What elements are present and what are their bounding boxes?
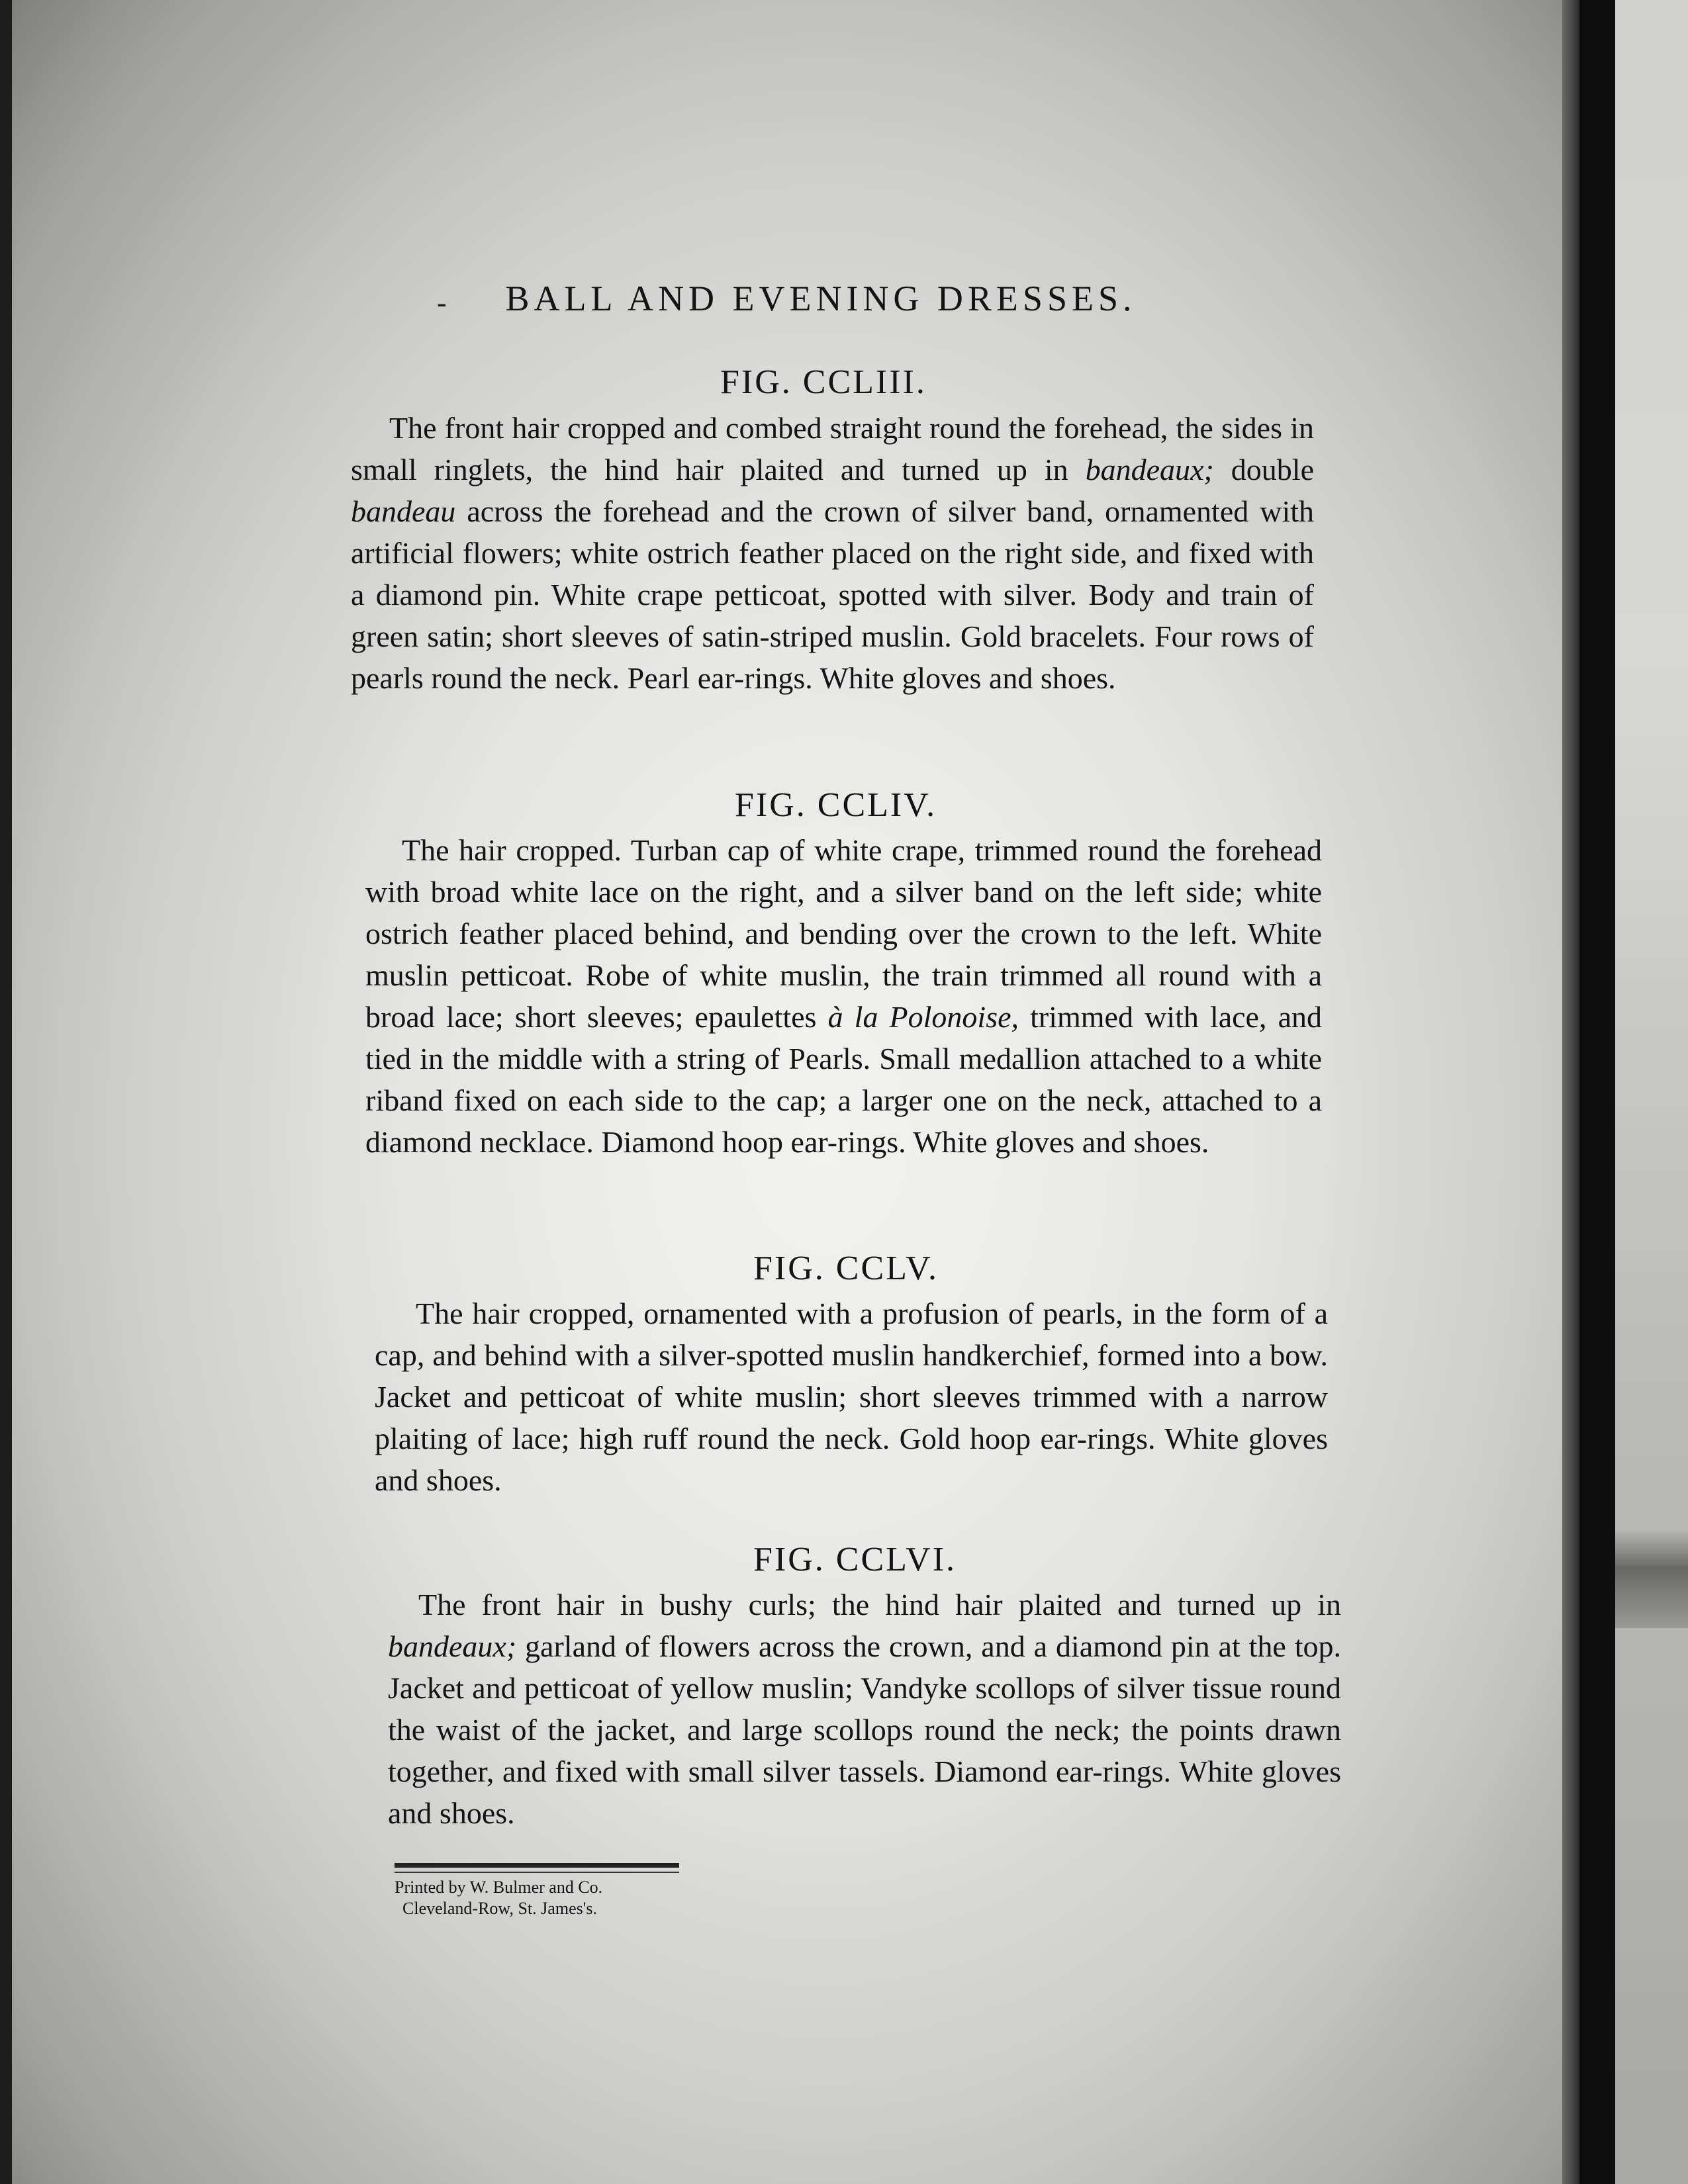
fig-paragraph-cclvi (388, 1584, 1341, 1834)
italic-term: bandeaux; (1085, 453, 1214, 486)
fig-paragraph-ccliv (365, 829, 1322, 1163)
imprint-rule-thick (395, 1863, 679, 1868)
printer-line-1: Printed by W. Bulmer and Co. (395, 1878, 603, 1897)
paragraph-text: trimmed with lace, and tied in the middle with a string of Pearls. Small medallion attached to a white riband fixed on each side to the cap; a larger one on the neck, attached to a diamond necklace. Diamond hoop ear-rings. White gloves and shoes. (365, 1000, 1322, 1159)
fig-heading-ccliv: FIG. CCLIV. (735, 786, 937, 824)
printer-line-2: Cleveland-Row, St. James's. (402, 1899, 598, 1918)
fig-paragraph-ccliii (351, 407, 1314, 699)
fig-heading-cclvi: FIG. CCLVI. (753, 1541, 957, 1578)
page-edge-shadow (1562, 0, 1579, 2184)
paragraph-text: The hair cropped, ornamented with a profusion of pearls, in the form of a cap, and behind with a silver-spotted muslin handkerchief, formed into a bow. Jacket and petticoat of white muslin; short sleeves trimmed with a narrow plaiting of lace; high ruff round the neck. Gold hoop ear-rings. White gloves and shoes. (375, 1297, 1328, 1497)
printer-imprint (395, 1877, 602, 1919)
paragraph-text: across the forehead and the crown of silver band, ornamented with artificial flowers; white ostrich feather placed on the right side, and fixed with a diamond pin. White crape petticoat, spotted with silver. Body and train of green satin; short sleeves of satin-striped muslin. Gold bracelets. Four rows of pearls round the neck. Pearl ear-rings. White gloves and shoes. (351, 494, 1314, 695)
title-dash: - (437, 287, 447, 319)
paragraph-text: garland of flowers across the crown, and a diamond pin at the top. Jacket and petticoat of yellow muslin; Vandyke scollops of silver tissue round the waist of the jacket, and large scollops round the neck; the points drawn together, and fixed with small silver tassels. Diamond ear-rings. White gloves and shoes. (388, 1629, 1341, 1830)
page-title: BALL AND EVENING DRESSES. (505, 279, 1137, 318)
paragraph-text: The front hair in bushy curls; the hind hair plaited and turned up in (418, 1588, 1341, 1621)
paragraph-text: The front hair cropped and combed straight round the forehead, the sides in small ringlets, the hind hair plaited and turned up in (351, 411, 1314, 486)
paragraph-text: The hair cropped. Turban cap of white crape, trimmed round the forehead with broad white lace on the right, and a silver band on the left side; white ostrich feather placed behind, and bending over the crown to the left. White muslin petticoat. Robe of white muslin, the train trimmed all round with a broad lace; short sleeves; epaulettes (365, 833, 1322, 1034)
book-gutter (1579, 0, 1615, 2184)
imprint-rule-thin (395, 1872, 679, 1873)
adjacent-page-edge (1615, 0, 1688, 2184)
adjacent-page-shadow (1615, 1529, 1688, 1628)
italic-term: bandeau (351, 494, 456, 528)
fig-heading-cclii: FIG. CCLIII. (720, 363, 927, 401)
italic-term: bandeaux; (388, 1629, 517, 1663)
fig-paragraph-cclv (375, 1293, 1328, 1501)
paragraph-text: double (1213, 453, 1314, 486)
fig-heading-cclv: FIG. CCLV. (753, 1250, 939, 1287)
italic-term: à la Polonoise, (827, 1000, 1019, 1034)
